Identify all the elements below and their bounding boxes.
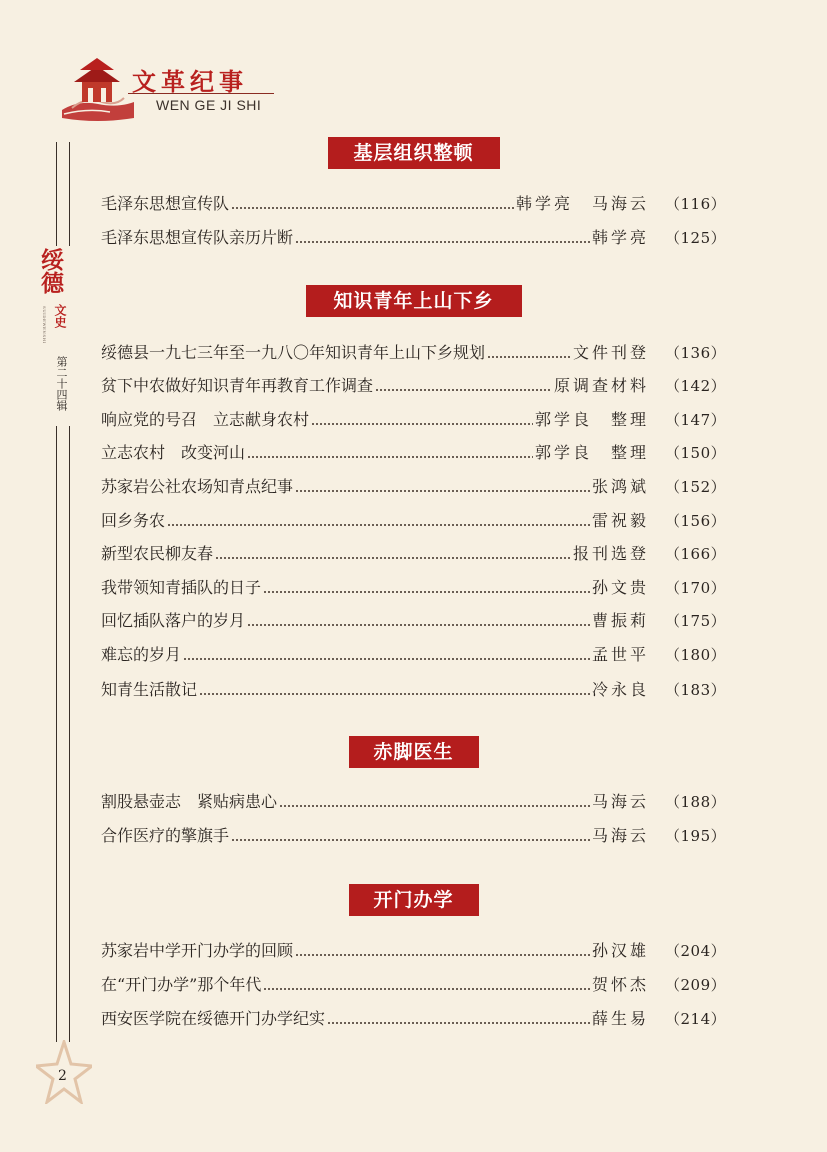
toc-entry-author: 张鸿斌: [590, 475, 649, 499]
toc-entry-author: 孙文贵: [590, 576, 649, 600]
toc-entry-title: 贫下中农做好知识青年再教育工作调查: [101, 374, 375, 398]
toc-entry-author: 冷永良: [590, 678, 649, 702]
section-heading: [0, 285, 827, 317]
header-rule: [128, 93, 274, 94]
toc-entry-title: 我带领知青插队的日子: [101, 576, 263, 600]
toc-entry-page: （156）: [665, 512, 727, 530]
toc-entry[interactable]: [101, 192, 727, 216]
pavilion-emblem-icon: [58, 52, 138, 124]
section-heading-label: 知识青年上山下乡: [306, 285, 522, 317]
toc-entry-title: 难忘的岁月: [101, 643, 183, 667]
toc-entry-author: 马海云: [590, 790, 649, 814]
toc-entry-page: （204）: [665, 942, 727, 960]
toc-entry[interactable]: [101, 939, 727, 963]
toc-entry[interactable]: [101, 973, 727, 997]
toc-entry-title: 知青生活散记: [101, 678, 199, 702]
toc-entry-page: （166）: [665, 545, 727, 563]
header-title-pinyin: WEN GE JI SHI: [156, 97, 262, 113]
toc-entry-page: （116）: [665, 195, 727, 213]
section-heading-label: 基层组织整顿: [328, 137, 500, 169]
toc-entry[interactable]: [101, 824, 727, 848]
toc-entry-page: （152）: [665, 478, 727, 496]
toc-entry-author: 孙汉雄: [590, 939, 649, 963]
toc-entry[interactable]: [101, 374, 727, 398]
page-number: 2: [58, 1068, 67, 1084]
toc-entry-author: 孟世平: [590, 643, 649, 667]
toc-entry-author: 曹振莉: [590, 609, 649, 633]
toc-entry-title: 苏家岩公社农场知青点纪事: [101, 475, 295, 499]
toc-entry-page: （136）: [665, 344, 727, 362]
toc-entry-title: 响应党的号召 立志献身农村: [101, 408, 311, 432]
section-heading: [0, 137, 827, 169]
toc-entry-page: （214）: [665, 1010, 727, 1028]
toc-entry-author: 薛生易: [590, 1007, 649, 1031]
toc-entry-page: （170）: [665, 579, 727, 597]
section-heading: [0, 736, 827, 768]
toc-entry[interactable]: [101, 678, 727, 702]
toc-entry[interactable]: [101, 509, 727, 533]
toc-entry-title: 在“开门办学”那个年代: [101, 973, 263, 997]
toc-entry-title: 立志农村 改变河山: [101, 441, 247, 465]
toc-entry-page: （209）: [665, 976, 727, 994]
toc-entry-author: 雷祝毅: [590, 509, 649, 533]
toc-entry-title: 回忆插队落户的岁月: [101, 609, 247, 633]
toc-entry-title: 绥德县一九七三年至一九八〇年知识青年上山下乡规划: [101, 341, 487, 365]
header-title-cn: 文革纪事: [132, 67, 248, 96]
spine-series-subname: 文史: [53, 304, 67, 328]
toc-entry-title: 割股悬壶志 紧贴病患心: [101, 790, 279, 814]
toc-entry-title: 西安医学院在绥德开门办学纪实: [101, 1007, 327, 1031]
toc-entry-author: 贺怀杰: [590, 973, 649, 997]
toc-entry-author: 报刊选登: [571, 542, 649, 566]
toc-entry[interactable]: [101, 542, 727, 566]
toc-entry-page: （150）: [665, 444, 727, 462]
toc-entry-author: 文件刊登: [571, 341, 649, 365]
spine-series-pinyin: SUIDEWENSHI: [42, 306, 47, 344]
toc-entry-author: 马海云: [590, 824, 649, 848]
toc-entry-title: 新型农民柳友春: [101, 542, 215, 566]
section-heading-label: 赤脚医生: [349, 736, 479, 768]
toc-entry-page: （175）: [665, 612, 727, 630]
toc-entry-page: （183）: [665, 681, 727, 699]
toc-entry-author: 郭学良 整理: [533, 441, 649, 465]
toc-entry-title: 合作医疗的擎旗手: [101, 824, 231, 848]
book-header: [58, 52, 288, 124]
toc-entry-page: （188）: [665, 793, 727, 811]
toc-entry[interactable]: [101, 1007, 727, 1031]
toc-entry-page: （147）: [665, 411, 727, 429]
toc-entry-author: 郭学良 整理: [533, 408, 649, 432]
toc-entry[interactable]: [101, 790, 727, 814]
toc-leader-dots: [101, 524, 601, 526]
toc-entry[interactable]: [101, 609, 727, 633]
toc-entry[interactable]: [101, 576, 727, 600]
toc-entry[interactable]: [101, 441, 727, 465]
toc-entry-page: （142）: [665, 377, 727, 395]
toc-entry-author: 原调查材料: [552, 374, 649, 398]
toc-entry-title: 苏家岩中学开门办学的回顾: [101, 939, 295, 963]
toc-entry-title: 毛泽东思想宣传队: [101, 192, 231, 216]
spine-edition-number: 第二十四辑: [55, 356, 68, 411]
spine-series-name: 绥德: [37, 248, 64, 294]
toc-entry[interactable]: [101, 475, 727, 499]
section-heading-label: 开门办学: [349, 884, 479, 916]
toc-entry-author: 韩学亮: [590, 226, 649, 250]
toc-entry-page: （125）: [665, 229, 727, 247]
toc-entry-page: （180）: [665, 646, 727, 664]
toc-entry[interactable]: [101, 341, 727, 365]
toc-entry-title: 回乡务农: [101, 509, 167, 533]
toc-entry[interactable]: [101, 408, 727, 432]
toc-entry[interactable]: [101, 643, 727, 667]
toc-entry-title: 毛泽东思想宣传队亲历片断: [101, 226, 295, 250]
toc-entry-page: （195）: [665, 827, 727, 845]
toc-entry-author: 韩学亮 马海云: [514, 192, 649, 216]
toc-entry[interactable]: [101, 226, 727, 250]
section-heading: [0, 884, 827, 916]
